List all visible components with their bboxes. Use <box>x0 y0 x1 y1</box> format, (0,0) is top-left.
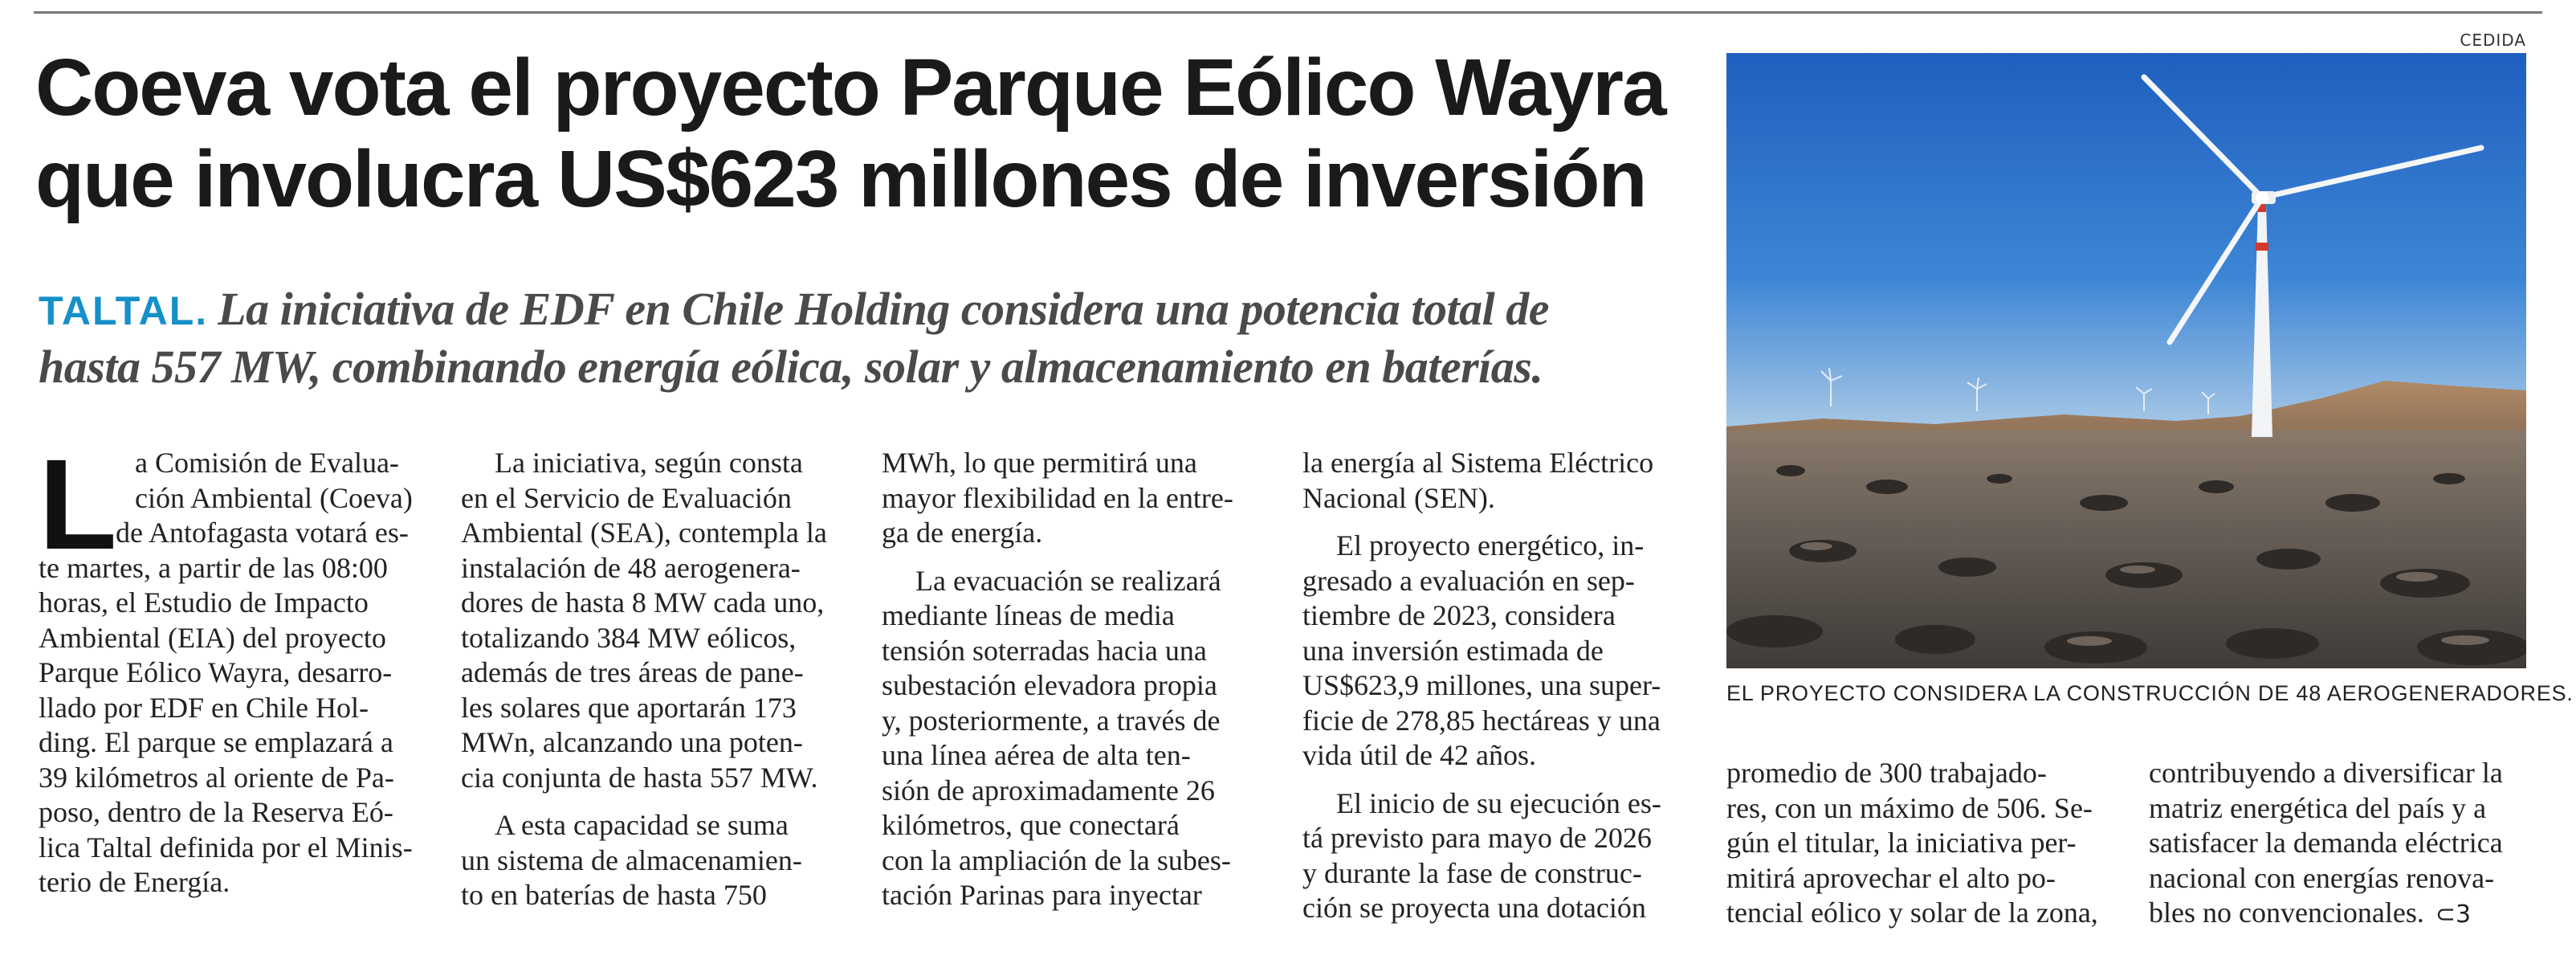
article-line: gún el titular, la iniciativa per- <box>1726 827 2077 859</box>
article-line: una línea aérea de alta ten- <box>882 739 1191 771</box>
article-line: MWh, lo que permitirá una <box>882 447 1197 479</box>
article-line: ga de energía. <box>882 517 1043 549</box>
article-line: instalación de 48 aerogenera- <box>461 551 801 584</box>
article-line: tencial eólico y solar de la zona, <box>1726 896 2098 929</box>
article-line: A esta capacidad se suma <box>495 809 789 841</box>
article-line: horas, el Estudio de Impacto <box>39 586 369 619</box>
article-line: tensión soterradas hacia una <box>882 634 1207 667</box>
article-line: gresado a evaluación en sep- <box>1302 564 1635 597</box>
article-line: les solares que aportarán 173 <box>461 691 797 724</box>
article-line: además de tres áreas de pane- <box>461 656 804 688</box>
article-line: tiembre de 2023, considera <box>1302 599 1616 631</box>
article-line: vida útil de 42 años. <box>1302 739 1536 771</box>
article-line: El inicio de su ejecución es- <box>1336 786 1661 819</box>
article-line: promedio de 300 trabajado- <box>1726 757 2047 789</box>
article-line: lica Taltal definida por el Minis- <box>39 831 413 864</box>
article-line: matriz energética del país y a <box>2149 791 2487 824</box>
article-line: a Comisión de Evalua- <box>135 447 399 479</box>
article-line: sión de aproximadamente 26 <box>882 774 1215 806</box>
article-column-6 <box>2149 756 2528 933</box>
article-line: contribuyendo a diversificar la <box>2149 757 2503 789</box>
article-line: terio de Energía. <box>39 866 230 898</box>
article-line: mayor flexibilidad en la entre- <box>882 481 1233 514</box>
article-line: ding. El parque se emplazará a <box>39 726 393 758</box>
headline <box>35 42 1681 225</box>
article-line: y, posteriormente, a través de <box>882 704 1221 737</box>
article-line: totalizando 384 MW eólicos, <box>461 621 797 654</box>
article-line: US$623,9 millones, una super- <box>1302 669 1661 701</box>
article-line: mitirá aprovechar el alto po- <box>1726 861 2056 894</box>
article-line: Ambiental (EIA) del proyecto <box>39 621 386 654</box>
article-line: te martes, a partir de las 08:00 <box>39 551 388 584</box>
article-line: to en baterías de hasta 750 <box>461 879 767 911</box>
article-column-1 <box>39 432 418 900</box>
article-last-text: bles no convencionales. <box>2149 896 2424 929</box>
article-line: poso, dentro de la Reserva Eó- <box>39 796 393 828</box>
article-line: tá previsto para mayo de 2026 <box>1302 822 1652 854</box>
lede-text-1: La iniciativa de EDF en Chile Holding considera una potencia total de <box>218 283 1549 335</box>
article-line: y durante la fase de construc- <box>1302 856 1642 889</box>
article-line: con la ampliación de la subes- <box>882 843 1231 876</box>
article-line: Nacional (SEN). <box>1302 481 1495 514</box>
article-line: El proyecto energético, in- <box>1336 529 1645 561</box>
article-line: res, con un máximo de 506. Se- <box>1726 791 2093 824</box>
drop-cap: L <box>39 432 117 576</box>
article-line: una inversión estimada de <box>1302 634 1604 667</box>
lede <box>39 281 1677 395</box>
article-line: en el Servicio de Evaluación <box>461 481 792 514</box>
article-column-2 <box>461 446 840 913</box>
article-column-4 <box>1302 446 1681 926</box>
article-line: tación Parinas para inyectar <box>882 879 1202 911</box>
top-rule <box>34 11 2542 14</box>
article-line: un sistema de almacenamien- <box>461 843 802 876</box>
headline-line-2: que involucra US$623 millones de inversión <box>35 134 1646 224</box>
article-line: llado por EDF en Chile Hol- <box>39 691 369 724</box>
article-line: MWn, alcanzando una poten- <box>461 726 803 758</box>
article-line: de Antofagasta votará es- <box>116 517 409 549</box>
article-line: la energía al Sistema Eléctrico <box>1302 447 1654 479</box>
article-line: ción Ambiental (Coeva) <box>135 481 413 514</box>
headline-line-1: Coeva vota el proyecto Parque Eólico Wayra <box>35 43 1665 133</box>
article-line: ción se proyecta una dotación <box>1302 892 1646 924</box>
kicker: TALTAL. <box>39 288 209 333</box>
photo-credit: CEDIDA <box>2460 31 2526 50</box>
article-line: kilómetros, que conectará <box>882 809 1180 841</box>
article-column-3 <box>882 446 1261 913</box>
article-line: cia conjunta de hasta 557 MW. <box>461 761 818 794</box>
article-photo <box>1726 53 2526 668</box>
article-line: ficie de 278,85 hectáreas y una <box>1302 704 1661 737</box>
article-line: Ambiental (SEA), contempla la <box>461 517 827 549</box>
article-line: mediante líneas de media <box>882 599 1175 631</box>
article-line: nacional con energías renova- <box>2149 861 2495 894</box>
article-line: 39 kilómetros al oriente de Pa- <box>39 761 394 794</box>
article-line <box>2149 896 2528 933</box>
article-line: La evacuación se realizará <box>915 564 1221 597</box>
lede-line-1 <box>39 281 1677 339</box>
article-line: satisfacer la demanda eléctrica <box>2149 827 2503 859</box>
sky <box>1726 53 2526 431</box>
end-mark-icon: ⊂3 <box>2435 900 2472 929</box>
article-line: dores de hasta 8 MW cada uno, <box>461 586 825 619</box>
article-line: subestación elevadora propia <box>882 669 1217 701</box>
article-line: La iniciativa, según consta <box>495 447 803 479</box>
photo-caption: EL PROYECTO CONSIDERA LA CONSTRUCCIÓN DE 48 AEROGENERADORES. <box>1726 681 2574 705</box>
lede-line-2: hasta 557 MW, combinando energía eólica, solar y almacenamiento en baterías. <box>39 341 1543 393</box>
article-line: Parque Eólico Wayra, desarro- <box>39 656 393 688</box>
article-column-5 <box>1726 756 2105 931</box>
wind-turbine-photo <box>1726 53 2526 668</box>
